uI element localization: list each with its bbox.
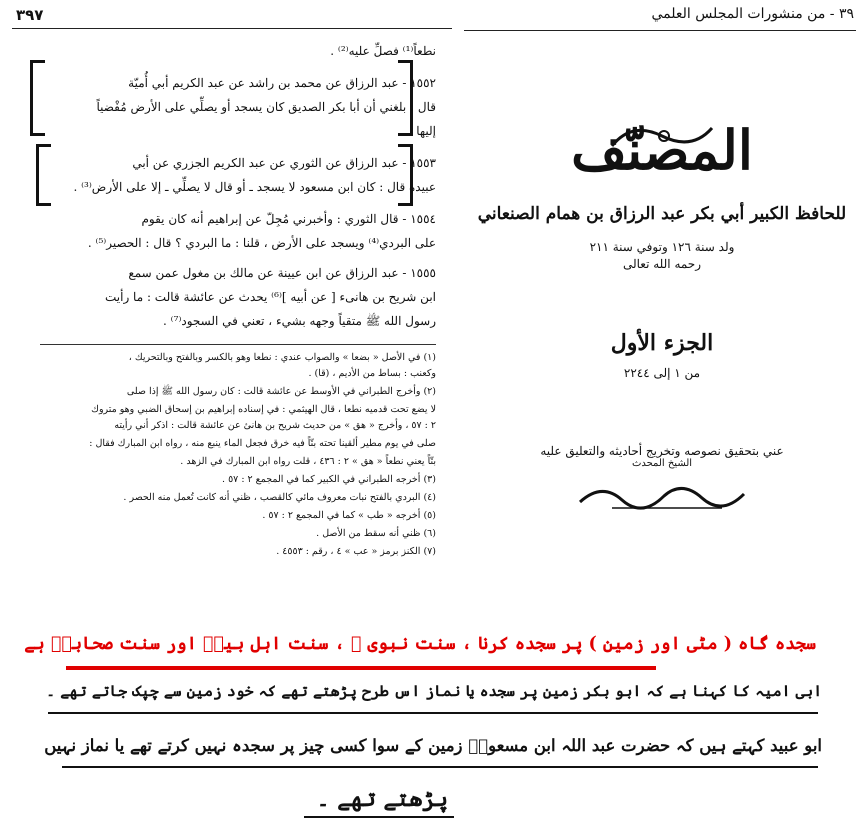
commentary-underline (62, 766, 818, 768)
author-line: للحافظ الكبير أبي بكر عبد الرزاق بن همام الصنعاني (477, 204, 847, 224)
footnote-line: (٥) أخرجه « طب » كما في المجمع ٢ : ٥٧ . (262, 510, 436, 521)
footnote-line: (٣) أخرجه الطبراني في الكبير كما في المجمع ٢ : ٥٧ . (222, 474, 436, 485)
footnote-rule (40, 344, 436, 345)
publisher-header-text: ٣٩ - من منشورات المجلس العلمي (651, 6, 854, 22)
footnote-line: لا يضع تحت قدميه نطعا ، قال الهيثمي : في إسناده إبراهيم بن إسحاق الضبي وهو متروك (91, 404, 436, 415)
hadith-page (0, 0, 452, 600)
commentary-underline (304, 816, 454, 818)
hadith-line: قال : بلغني أن أبا بكر الصديق كان يسجد أو يصلِّي على الأرض مُفْضياً (96, 100, 436, 114)
highlight-bracket-left (36, 144, 51, 206)
birth-death-line: ولد سنة ١٢٦ وتوفي سنة ٢١١ (589, 240, 735, 254)
commentary-line: ابو عبید کہتے ہیں کہ حضرت عبد اللہ ابن مسعودؓ زمین کے سوا کسی چیز پر سجدہ نہیں کرتے تھے یا نماز نہیں (44, 736, 822, 755)
footnote-line: وكعنب : بساط من الأديم ، (قا) . (308, 368, 436, 379)
hadith-line: إليها . (408, 124, 436, 138)
editor-credit: عني بتحقيق نصوصه وتخريج أحاديثه والتعليق عليه (540, 444, 784, 458)
mercy-line: رحمه الله تعالى (622, 257, 702, 271)
title-page (452, 0, 866, 600)
commentary-heading: سجدہ گاہ ( مٹی اور زمین ) پر سجدہ کرنا ، سنت نبوی ﷺ ، سنت اہل بیتؑ اور سنت صحابہؓ ہے (24, 634, 816, 654)
hadith-line: على البردي⁽⁴⁾ ويسجد على الأرض ، قلنا : ما البردي ؟ قال : الحصير⁽⁵⁾ . (87, 236, 436, 250)
commentary-line: ابی امیہ کا کہنا ہے کہ ابو بکر زمین پر سجدہ یا نماز اس طرح پڑھتے تھے کہ خود زمین سے چپک جاتے تھے ۔ (46, 682, 822, 700)
footnote-line: صلى في يوم مطير ألقينا تحته بتّاً فيه خرق فجعل الماء ينبع منه ، رواه ابن المبارك فقال : (89, 438, 436, 449)
book-title: المصنّف (571, 118, 753, 182)
commentary-line: پڑھتے تھے ۔ (316, 786, 448, 812)
header-rule (464, 30, 856, 31)
footnote-line: ٢ : ٥٧ ، وأخرج « هق » من حديث شريح بن هانئ عن عائشة قالت : اذكر أني رأيته (114, 420, 436, 431)
hadith-line: ١٥٥٣ - عبد الرزاق عن الثوري عن عبد الكريم الجزري عن أبي (132, 156, 436, 170)
footnote-line: (٤) البردي بالفتح نبات معروف مائي كالقصب ، ظني أنه كانت تُعمل منه الحصر . (123, 492, 436, 503)
hadith-line: ١٥٥٢ - عبد الرزاق عن محمد بن راشد عن عبد الكريم أبي أُميّة (128, 76, 436, 90)
publisher-header (464, 6, 854, 22)
footnote-line: (٦) ظني أنه سقط من الأصل . (316, 528, 436, 539)
hadith-line: ١٥٥٥ - عبد الرزاق عن ابن عيينة عن مالك بن مغول عمن سمع (128, 266, 436, 280)
commentary-underline (48, 712, 818, 714)
footnote-line: (٢) وأخرج الطبراني في الأوسط عن عائشة قالت : كان رسول الله ﷺ إذا صلى (126, 386, 436, 397)
editor-title: الشيخ المحدث (631, 458, 693, 469)
footnote-line: (١) في الأصل « بضعا » والصواب عندي : نطعا وهو بالكسر وبالفتح وبالتحريك ، (128, 352, 436, 363)
hadith-line: عبيدة قال : كان ابن مسعود لا يسجد ـ أو قال لا يصلِّي ـ إلا على الأرض⁽³⁾ . (73, 180, 436, 194)
highlight-bracket-right (398, 144, 413, 206)
heading-underline (66, 666, 656, 670)
hadith-line: نطعاً⁽¹⁾ فصلِّ عليه⁽²⁾ . (330, 44, 436, 58)
page-number: ٣٩٧ (16, 6, 44, 24)
footnote-line: بتّاً يعني نطعاً « هق » ٢ : ٤٣٦ ، قلت رواه ابن المبارك في الزهد . (180, 456, 436, 467)
hadith-line: رسول الله ﷺ متقياً وجهه بشيء ، تعني في السجود⁽⁷⁾ . (163, 314, 436, 328)
hadith-line: ١٥٥٤ - قال الثوري : وأخبرني مُجِلّ عن إبراهيم أنه كان يقوم (141, 212, 436, 226)
hadith-line: ابن شريح بن هانىء [ عن أبيه ]⁽⁶⁾ يحدث عن عائشة قالت : ما رأيت (104, 290, 436, 304)
editor-signature-icon (572, 476, 752, 516)
footnote-line: (٧) الكنز برمز « عب » ٤ ، رقم : ٤٥٥٣ . (276, 546, 436, 557)
page-rule (12, 28, 452, 29)
urdu-commentary (0, 600, 866, 832)
hadith-range: من ١ إلى ٢٢٤٤ (623, 366, 701, 380)
volume-label: الجزء الأول (610, 330, 714, 356)
